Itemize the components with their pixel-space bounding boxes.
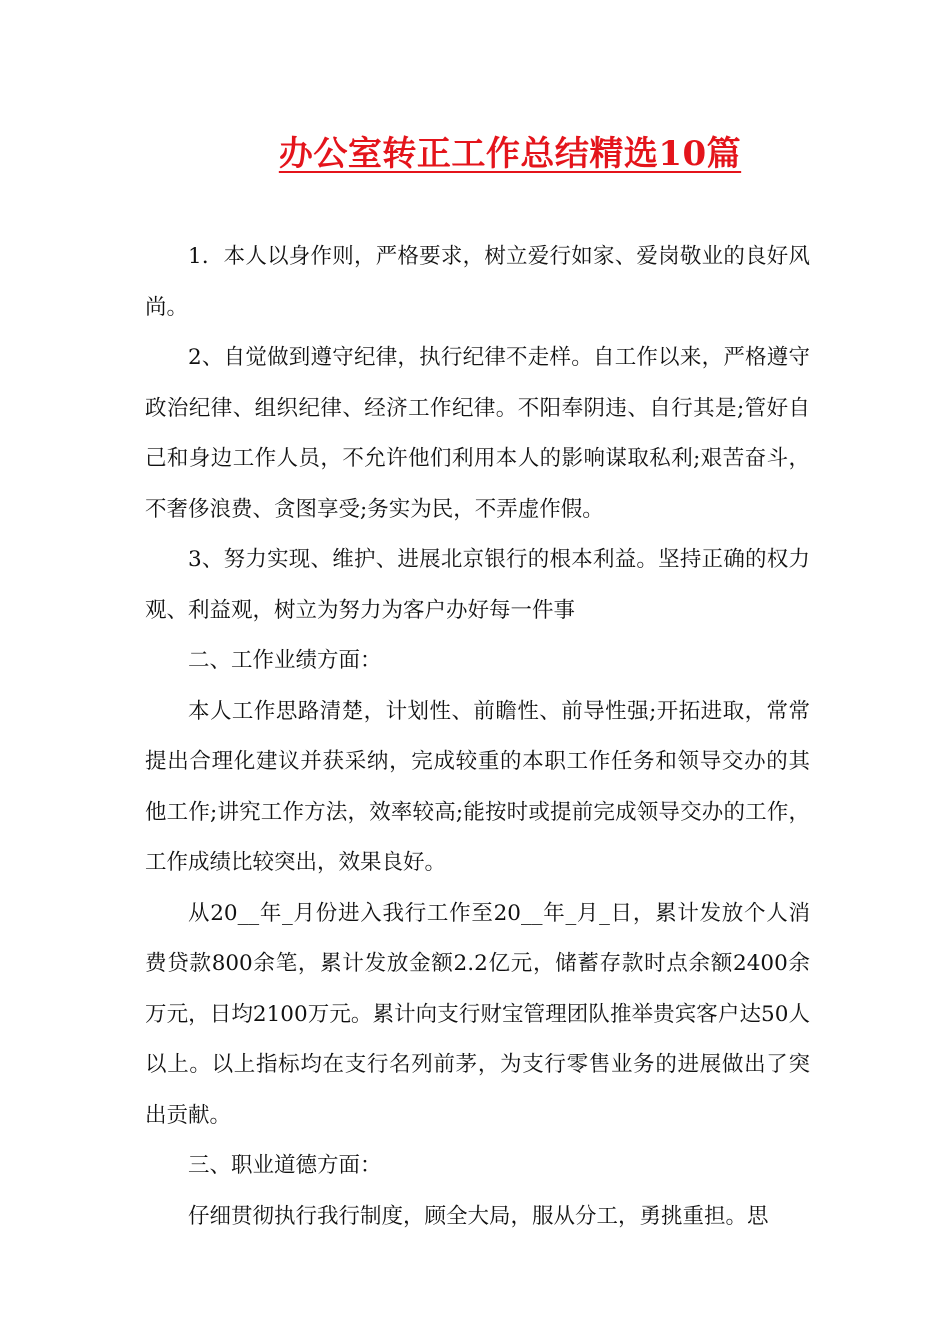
paragraph-6: 仔细贯彻执行我行制度，顾全大局，服从分工，勇挑重担。思 <box>188 1203 769 1229</box>
section-heading-professional-ethics: 三、职业道德方面： <box>188 1153 382 1178</box>
document-title: 办公室转正工作总结精选10篇 <box>278 134 742 174</box>
paragraph-3: 3、努力实现、维护、进展北京银行的根本利益。坚持正确的权力观、利益观，树立为努力为客户办好每一件事 <box>145 547 810 623</box>
document-body <box>145 232 810 1242</box>
section-heading-work-performance: 二、工作业绩方面： <box>188 648 382 673</box>
paragraph-1: 1．本人以身作则，严格要求，树立爱行如家、爱岗敬业的良好风尚。 <box>145 244 810 320</box>
paragraph-4: 本人工作思路清楚，计划性、前瞻性、前导性强;开拓进取，常常提出合理化建议并获采纳，完成较重的本职工作任务和领导交办的其他工作;讲究工作方法，效率较高;能按时或提前完成领导交办的工作，工作成绩比较突出，效果良好。 <box>145 698 810 875</box>
paragraph-5: 从20__年_月份进入我行工作至20__年_月_日，累计发放个人消费贷款800余笔，累计发放金额2.2亿元，储蓄存款时点余额2400余万元，日均2100万元。累计向支行财宝管理团队推举贵宾客户达50人以上。以上指标均在支行名列前茅，为支行零售业务的进展做出了突出贡献。 <box>145 900 810 1128</box>
paragraph-2: 2、自觉做到遵守纪律，执行纪律不走样。自工作以来，严格遵守政治纪律、组织纪律、经济工作纪律。不阳奉阴违、自行其是;管好自己和身边工作人员，不允许他们利用本人的影响谋取私利;艰苦奋斗，不奢侈浪费、贪图享受;务实为民，不弄虚作假。 <box>145 345 810 522</box>
